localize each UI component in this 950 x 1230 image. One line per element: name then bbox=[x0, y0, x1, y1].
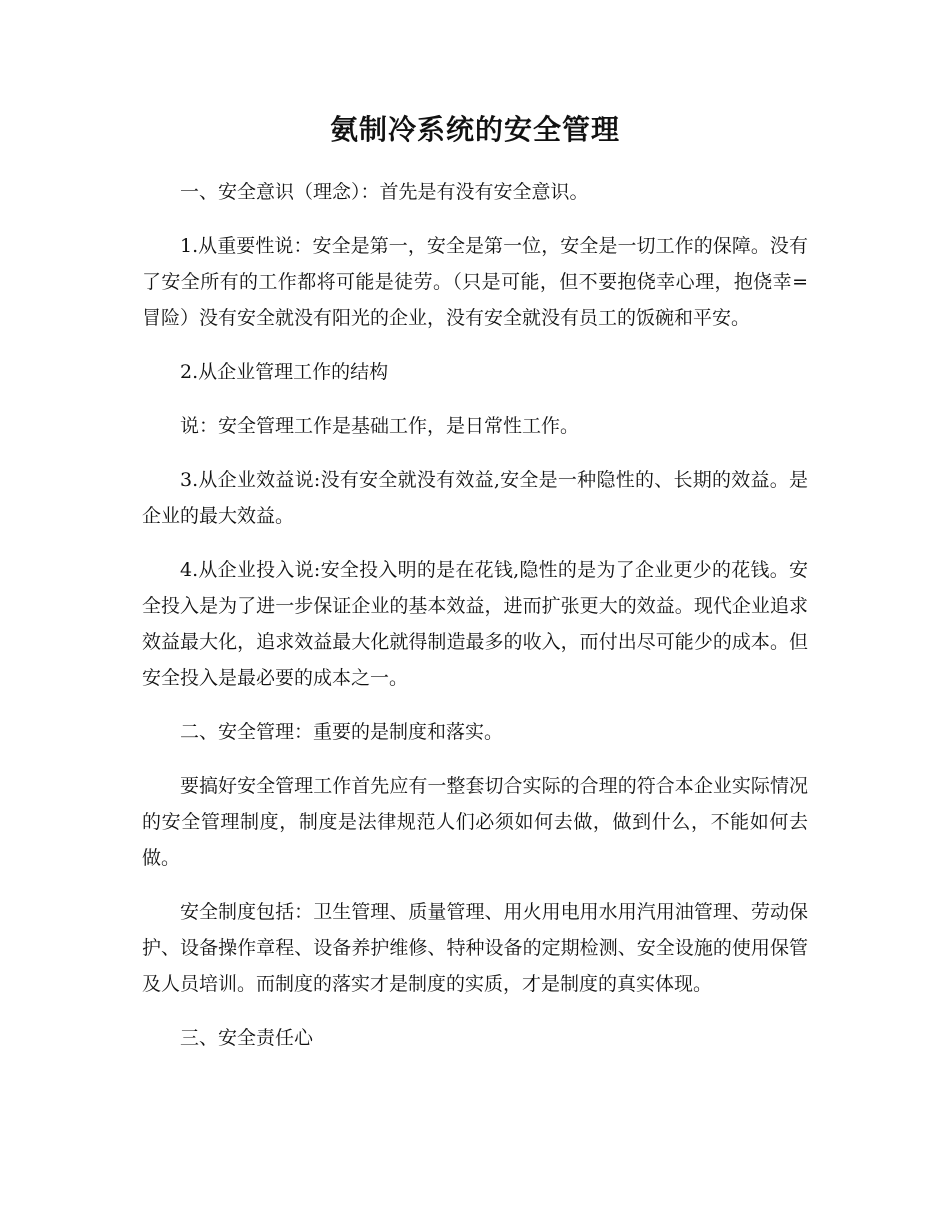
document-title: 氨制冷系统的安全管理 bbox=[329, 113, 620, 146]
paragraph-benefit: 3.从企业效益说:没有安全就没有效益,安全是一种隐性的、长期的效益。是企业的最大效益。 bbox=[142, 469, 808, 527]
paragraph-safety-management: 二、安全管理：重要的是制度和落实。 bbox=[180, 721, 504, 743]
document-page bbox=[142, 108, 808, 1074]
paragraph-management-structure: 2.从企业管理工作的结构 bbox=[180, 361, 389, 383]
paragraph-investment: 4.从企业投入说:安全投入明的是在花钱,隐性的是为了企业更少的花钱。安全投入是为了进一步保证企业的基本效益，进而扩张更大的效益。现代企业追求效益最大化，追求效益最大化就得制造最多的收入，而付出尽可能少的成本。但安全投入是最必要的成本之一。 bbox=[142, 559, 808, 689]
paragraph-responsibility: 三、安全责任心 bbox=[180, 1027, 314, 1049]
paragraph-safety-awareness: 一、安全意识（理念）：首先是有没有安全意识。 bbox=[180, 181, 589, 203]
paragraph-rules: 要搞好安全管理工作首先应有一整套切合实际的合理的符合本企业实际情况的安全管理制度，制度是法律规范人们必须如何去做，做到什么，不能如何去做。 bbox=[142, 775, 808, 869]
paragraph-importance: 1.从重要性说：安全是第一，安全是第一位，安全是一切工作的保障。没有了安全所有的工作都将可能是徒劳。（只是可能，但不要抱侥幸心理，抱侥幸=冒险）没有安全就没有阳光的企业，没有安全就没有员工的饭碗和平安。 bbox=[142, 235, 808, 329]
paragraph-rules-scope: 安全制度包括：卫生管理、质量管理、用火用电用水用汽用油管理、劳动保护、设备操作章程、设备养护维修、特种设备的定期检测、安全设施的使用保管及人员培训。而制度的落实才是制度的实质，才是制度的真实体现。 bbox=[142, 901, 808, 995]
paragraph-basic-work: 说：安全管理工作是基础工作，是日常性工作。 bbox=[180, 415, 580, 437]
